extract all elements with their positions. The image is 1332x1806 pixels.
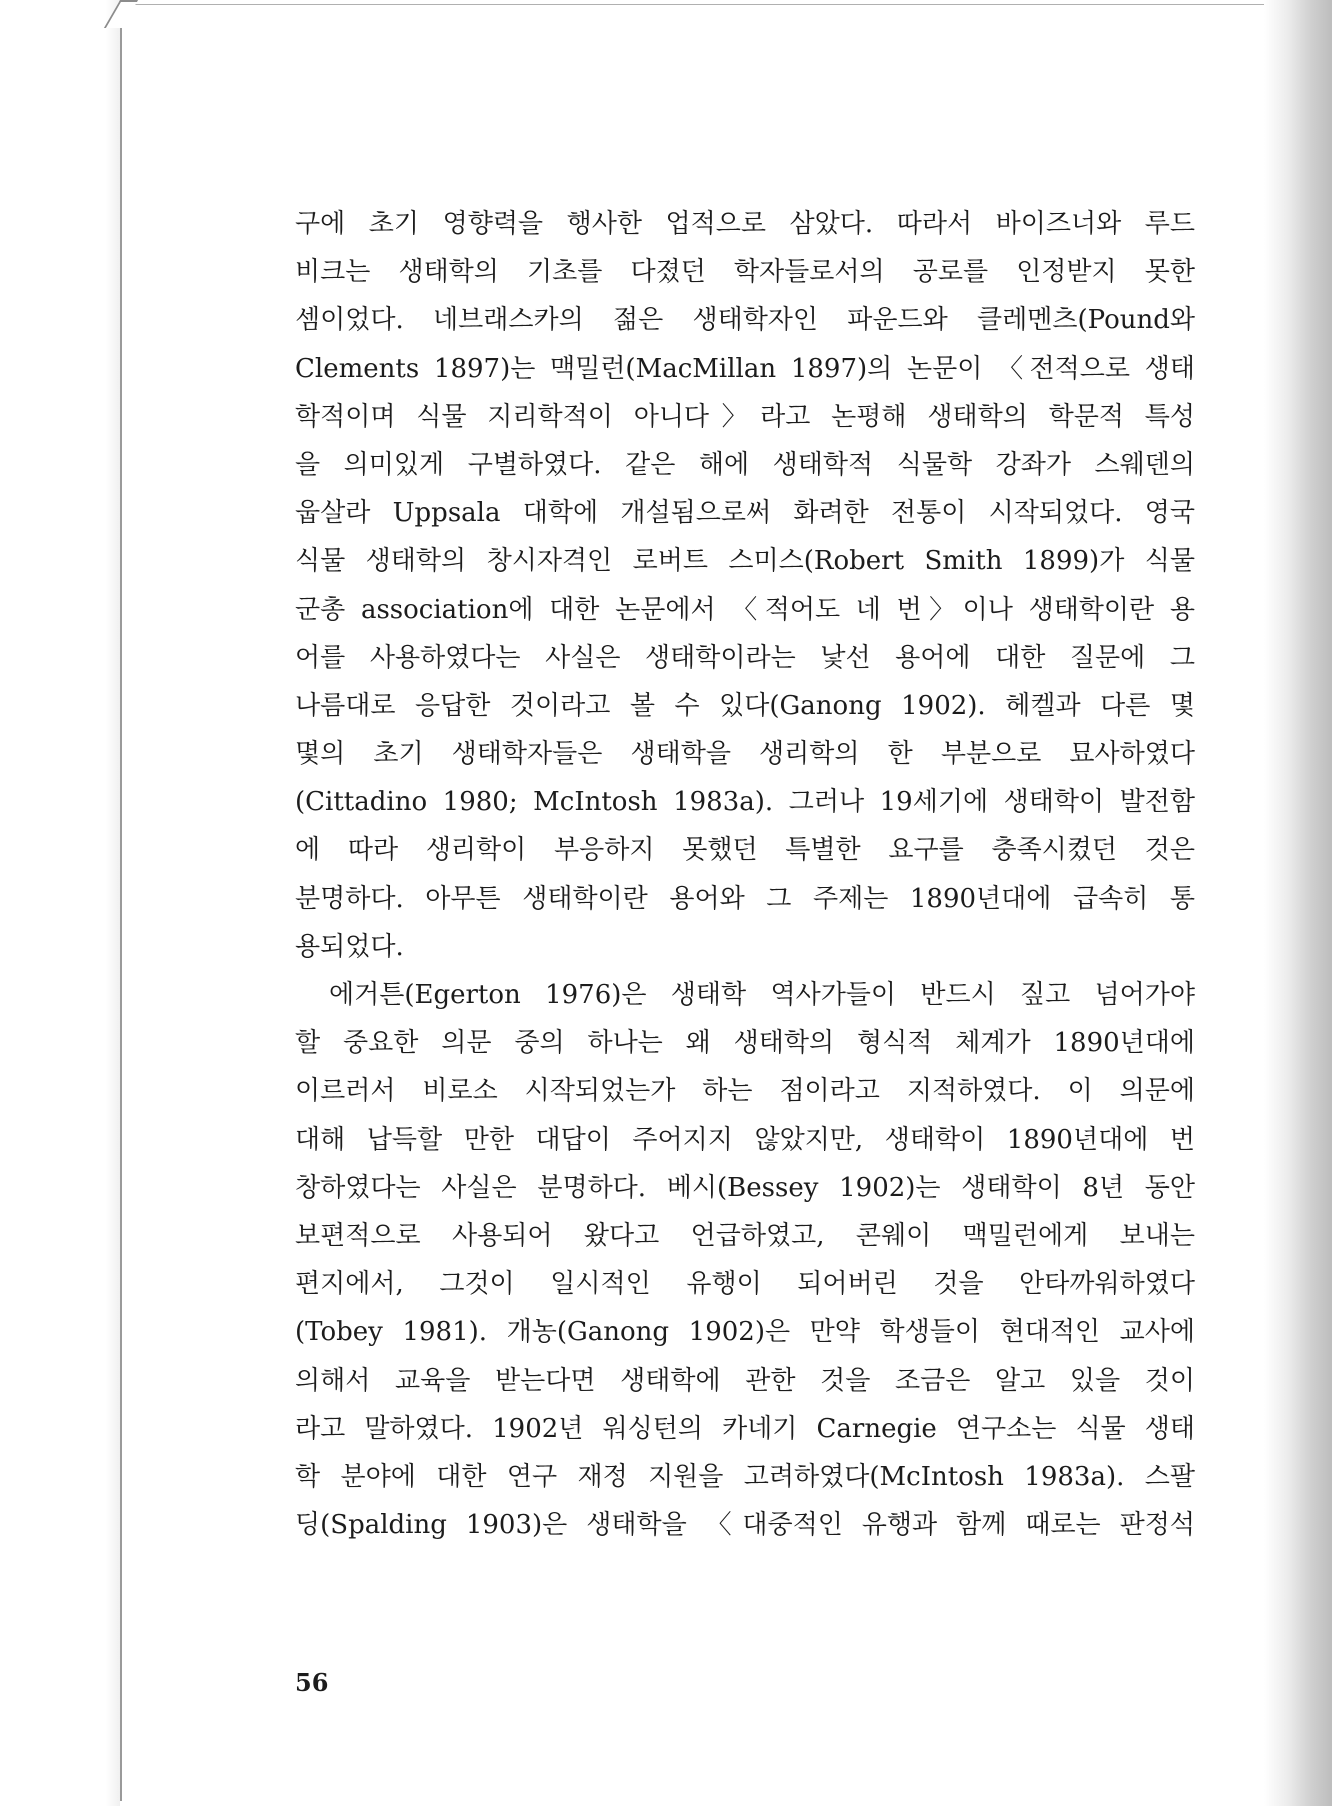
page-number: 56 xyxy=(295,1668,329,1697)
left-margin xyxy=(0,0,120,1806)
text-line: 용되었다. xyxy=(295,931,404,962)
binding-shadow xyxy=(1264,0,1332,1806)
text-line: 비크는 생태학의 기초를 다졌던 학자들로서의 공로를 인정받지 못한 xyxy=(295,257,1195,288)
text-line: 군총 association에 대한 논문에서 〈적어도 네 번〉이나 생태학이란 용 xyxy=(295,594,1195,625)
paragraph-1 xyxy=(295,200,1195,971)
text-line: 학 분야에 대한 연구 재정 지원을 고려하였다(McIntosh 1983a). 스팔 xyxy=(295,1461,1195,1492)
text-line: 셈이었다. 네브래스카의 젊은 생태학자인 파운드와 클레멘츠(Pound와 xyxy=(295,305,1195,336)
text-line: 식물 생태학의 창시자격인 로버트 스미스(Robert Smith 1899)가 식물 xyxy=(295,546,1195,577)
text-line: (Cittadino 1980; McIntosh 1983a). 그러나 19세기에 생태학이 발전함 xyxy=(295,787,1195,818)
text-line: 할 중요한 의문 중의 하나는 왜 생태학의 형식적 체계가 1890년대에 xyxy=(295,1028,1195,1059)
text-line: 에 따라 생리학이 부응하지 못했던 특별한 요구를 충족시켰던 것은 xyxy=(295,835,1195,866)
paragraph-2 xyxy=(295,971,1195,1549)
text-line: 웁살라 Uppsala 대학에 개설됨으로써 화려한 전통이 시작되었다. 영국 xyxy=(295,498,1195,529)
body-text xyxy=(295,200,1195,1549)
text-line: 대해 납득할 만한 대답이 주어지지 않았지만, 생태학이 1890년대에 번 xyxy=(295,1124,1195,1155)
text-line: 창하였다는 사실은 분명하다. 베시(Bessey 1902)는 생태학이 8년 동안 xyxy=(295,1172,1195,1203)
text-line: (Tobey 1981). 개농(Ganong 1902)은 만약 학생들이 현대적인 교사에 xyxy=(295,1317,1195,1348)
text-line: 의해서 교육을 받는다면 생태학에 관한 것을 조금은 알고 있을 것이 xyxy=(295,1365,1195,1396)
text-line: 보편적으로 사용되어 왔다고 언급하였고, 콘웨이 맥밀런에게 보내는 xyxy=(295,1220,1195,1251)
text-line: 이르러서 비로소 시작되었는가 하는 점이라고 지적하였다. 이 의문에 xyxy=(295,1076,1195,1107)
text-line: 딩(Spalding 1903)은 생태학을 〈대중적인 유행과 함께 때로는 판정석 xyxy=(295,1510,1195,1541)
text-line: 나름대로 응답한 것이라고 볼 수 있다(Ganong 1902). 헤켈과 다른 몇 xyxy=(295,690,1195,721)
text-line: 을 의미있게 구별하였다. 같은 해에 생태학적 식물학 강좌가 스웨덴의 xyxy=(295,449,1195,480)
text-line: 몇의 초기 생태학자들은 생태학을 생리학의 한 부분으로 묘사하였다 xyxy=(295,739,1195,770)
text-line: 라고 말하였다. 1902년 워싱턴의 카네기 Carnegie 연구소는 식물 생태 xyxy=(295,1413,1195,1444)
text-line: Clements 1897)는 맥밀런(MacMillan 1897)의 논문이 〈전적으로 생태 xyxy=(295,353,1195,384)
text-line: 구에 초기 영향력을 행사한 업적으로 삼았다. 따라서 바이즈너와 루드 xyxy=(295,209,1195,239)
text-line: 에거튼(Egerton 1976)은 생태학 역사가들이 반드시 짚고 넘어가야 xyxy=(329,980,1195,1010)
text-line: 학적이며 식물 지리학적이 아니다〉라고 논평해 생태학의 학문적 특성 xyxy=(295,401,1195,432)
text-line: 편지에서, 그것이 일시적인 유행이 되어버린 것을 안타까워하였다 xyxy=(295,1269,1195,1300)
text-line: 분명하다. 아무튼 생태학이란 용어와 그 주제는 1890년대에 급속히 통 xyxy=(295,883,1195,914)
text-line: 어를 사용하였다는 사실은 생태학이라는 낯선 용어에 대한 질문에 그 xyxy=(295,642,1195,673)
